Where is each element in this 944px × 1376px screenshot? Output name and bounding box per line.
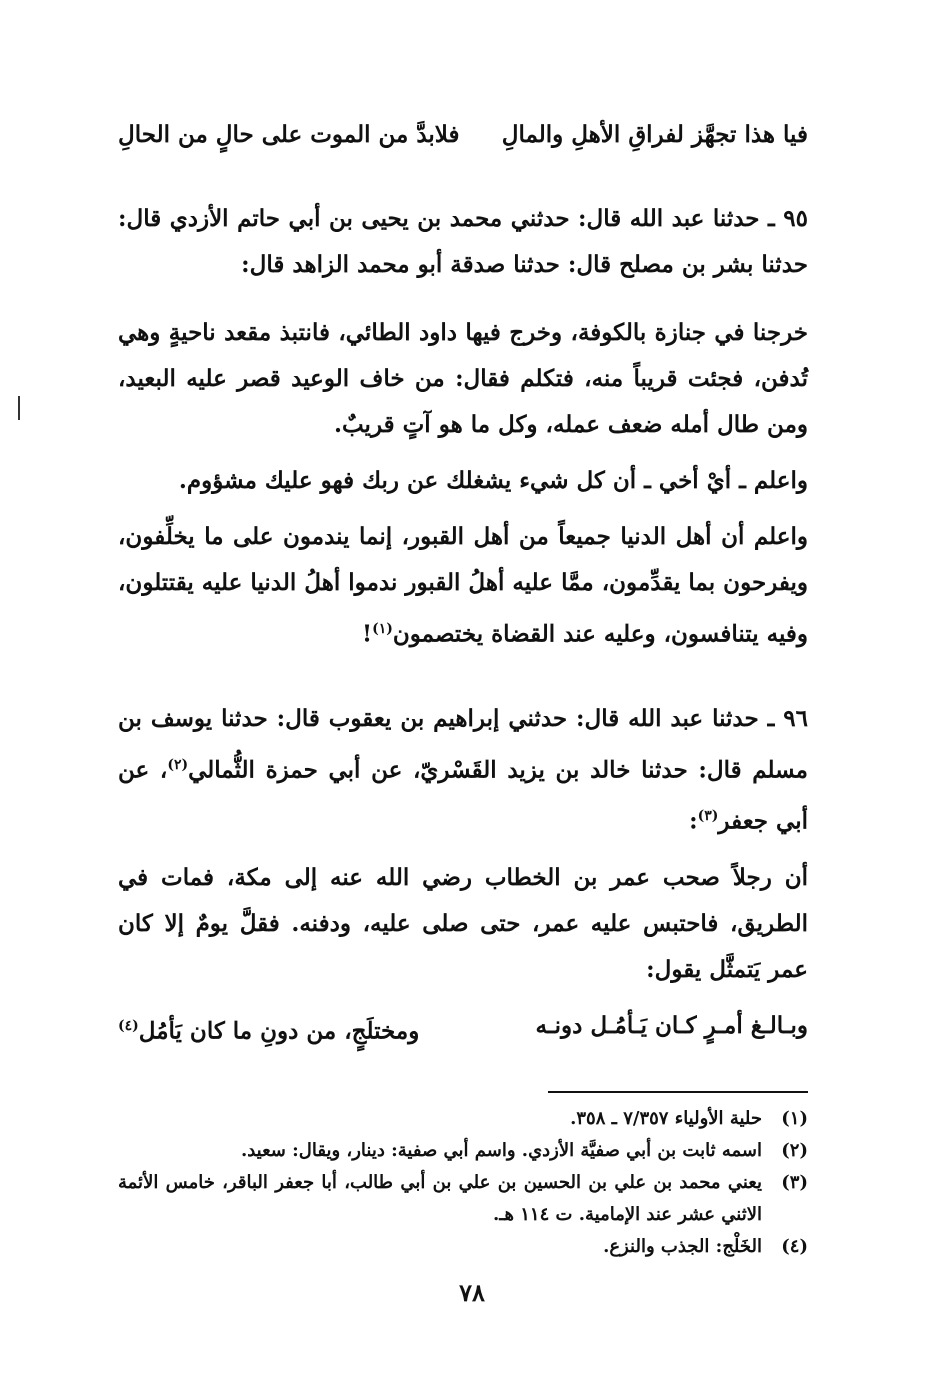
page-number: ٧٨ — [459, 1278, 485, 1307]
section-95-paragraph-2: واعلم ـ أيْ أخي ـ أن كل شيء يشغلك عن ربك فهو عليك مشؤوم. — [178, 467, 808, 494]
section-95-paragraph-1: خرجنا في جنازة بالكوفة، وخرج فيها داود الطائي، فانتبذ مقعد ناحيةٍ وهي تُدفن، فجئت قريباً منه، فتكلم فقال: من خاف الوعيد قصر عليه البعيد، ومن طال أمله ضعف عمله، وكل ما هو آتٍ قريبٌ. — [118, 319, 808, 438]
margin-mark — [18, 396, 20, 420]
verse-omar — [118, 1003, 808, 1055]
footnote-text: اسمه ثابت بن أبي صفيَّة الأزدي. واسم أبي صفية: دينار، ويقال: سعيد. — [240, 1139, 762, 1161]
section-95-isnad-text: ـ حدثنا عبد الله قال: حدثني محمد بن يحيى بن أبي حاتم الأزدي قال: حدثنا بشر بن مصلح قال: حدثنا صدقة أبو محمد الزاهد قال: — [118, 205, 808, 278]
verse-hemistich-right: فيا هذا تجهَّز لفراقِ الأهلِ والمالِ — [501, 121, 808, 148]
section-96-paragraph-1: أن رجلاً صحب عمر بن الخطاب رضي الله عنه إلى مكة، فمات في الطريق، فاحتبس عليه عمر، حتى صلى عليه، ودفنه. فقلَّ يومٌ إلا كان عمر يَتمثَّل يقول: — [118, 863, 808, 983]
section-96-isnad — [118, 696, 808, 845]
verse-omar-left-wrap — [118, 1003, 419, 1055]
footnote-text: يعني محمد بن علي بن الحسين بن علي بن أبي طالب، أبا جعفر الباقر، خامس الأئمة الاثني عشر عند الإمامية. ت ١١٤ هـ. — [118, 1171, 762, 1225]
footnote-ref-3: (٣) — [697, 808, 719, 825]
footnote-ref-2: (٢) — [167, 756, 189, 773]
footnote-separator — [548, 1091, 808, 1093]
footnotes — [118, 1103, 808, 1263]
section-96-isnad-a: ـ حدثنا عبد الله قال: حدثني إبراهيم بن يعقوب قال: حدثنا يوسف بن مسلم قال: حدثنا خالد بن يزيد القَسْريّ، عن أبي حمزة الثُّمالي — [118, 704, 808, 784]
section-96-number: ٩٦ — [783, 704, 808, 732]
section-95-number: ٩٥ — [783, 205, 808, 232]
footnote-item — [118, 1103, 808, 1135]
footnote-number: (٢) — [781, 1139, 808, 1161]
footnote-number: (١) — [781, 1107, 808, 1129]
footnote-item — [118, 1167, 808, 1231]
footnote-number: (٤) — [781, 1235, 808, 1257]
footnote-ref-1: (١) — [372, 621, 393, 637]
footnote-text: حلية الأولياء ٧/٣٥٧ ـ ٣٥٨. — [570, 1107, 762, 1129]
verse-omar-right: وبـالـغ أمـرٍ كـان يَـأمُـل دونـه — [535, 1011, 808, 1039]
page-content — [118, 112, 808, 1263]
section-96-isnad-end: : — [689, 807, 698, 835]
footnote-text: الخَلْج: الجذب والنزع. — [603, 1235, 762, 1257]
section-95-paragraph-3-text: واعلم أن أهل الدنيا جميعاً من أهل القبور، إنما يندمون على ما يخلِّفون، ويفرحون بما يقدِّمون، ممَّا عليه أهلُ القبور ندموا أهلُ الدنيا عليه يقتتلون، وفيه يتنافسون، وعليه عند القضاة يختصمون — [118, 523, 808, 648]
section-95-isnad — [118, 196, 808, 288]
verse-hemistich-left: فلابدَّ من الموت على حالٍ من الحالِ — [118, 121, 460, 148]
footnote-item — [118, 1135, 808, 1167]
section-95-paragraph-3-end: ! — [362, 620, 373, 648]
footnote-ref-4: (٤) — [118, 1017, 139, 1034]
verse-omar-left: ومختلَجٍ، من دونِ ما كان يَأمُل — [138, 1017, 420, 1045]
footnote-number: (٣) — [781, 1171, 808, 1193]
section-95-paragraph-3 — [118, 514, 808, 658]
verse-top — [118, 112, 808, 158]
section-96-isnad-b: ، عن أبي جعفر — [118, 756, 808, 835]
footnote-item — [118, 1231, 808, 1263]
